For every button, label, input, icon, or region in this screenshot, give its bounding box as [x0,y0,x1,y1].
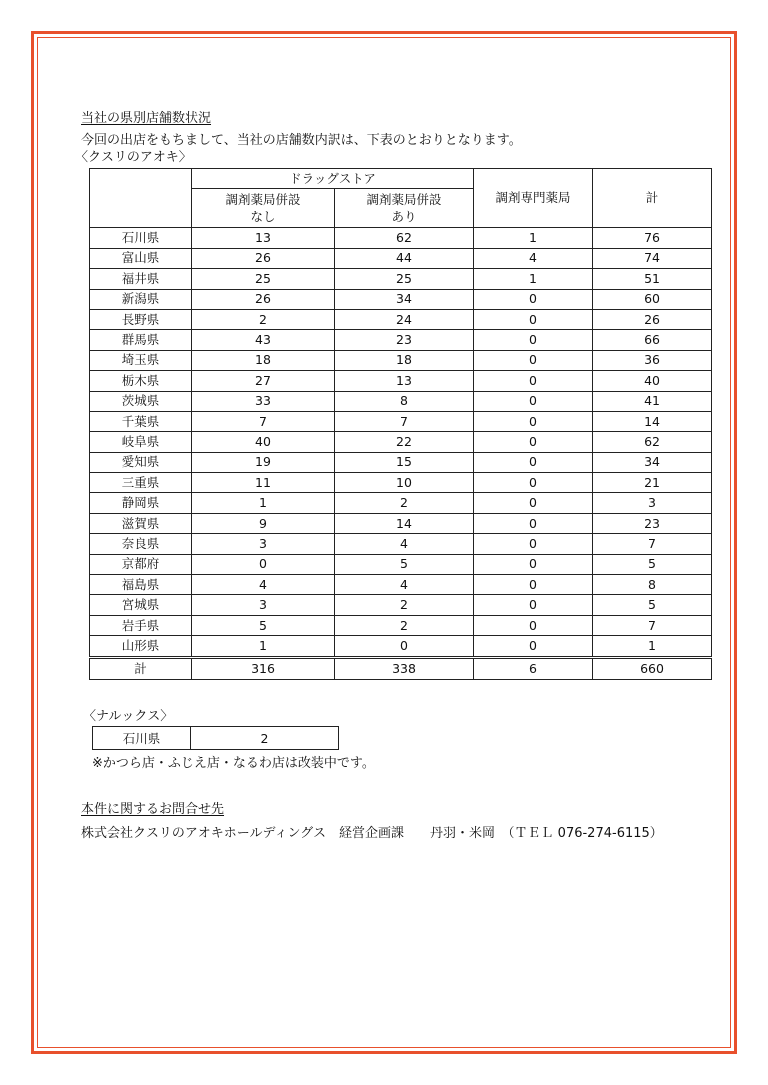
no-pharmacy-cell: 19 [192,452,335,472]
pharmacy-only-cell: 0 [474,534,593,554]
header-blank [90,169,192,228]
table-row [90,330,712,350]
pref-cell: 宮城県 [90,595,192,615]
with-pharmacy-cell: 2 [335,595,474,615]
intro-text: 今回の出店をもちまして、当社の店舗数内訳は、下表のとおりとなります。 [81,133,522,148]
table-row [90,371,712,391]
with-pharmacy-cell: 4 [335,575,474,595]
sum-pharmacy-only-cell: 6 [474,657,593,679]
with-pharmacy-cell: 44 [335,248,474,268]
no-pharmacy-cell: 11 [192,473,335,493]
table-row [90,350,712,370]
no-pharmacy-header-line2: なし [250,209,276,225]
total-cell: 5 [593,554,712,574]
renovation-note: ※かつら店・ふじえ店・なるわ店は改装中です。 [92,756,375,771]
no-pharmacy-cell: 43 [192,330,335,350]
pref-cell: 岐阜県 [90,432,192,452]
sum-total-cell: 660 [593,657,712,679]
pharmacy-only-cell: 1 [474,228,593,248]
no-pharmacy-cell: 3 [192,595,335,615]
total-cell: 7 [593,615,712,635]
pharmacy-only-cell: 0 [474,513,593,533]
with-pharmacy-cell: 24 [335,309,474,329]
pharmacy-only-cell: 0 [474,350,593,370]
pharmacy-only-cell: 0 [474,411,593,431]
total-cell: 66 [593,330,712,350]
with-pharmacy-cell: 18 [335,350,474,370]
pref-cell: 静岡県 [90,493,192,513]
total-cell: 74 [593,248,712,268]
total-cell: 3 [593,493,712,513]
total-cell: 34 [593,452,712,472]
table-row [90,493,712,513]
no-pharmacy-cell: 18 [192,350,335,370]
with-pharmacy-cell: 62 [335,228,474,248]
table-row [90,473,712,493]
no-pharmacy-cell: 3 [192,534,335,554]
pharmacy-only-cell: 0 [474,371,593,391]
total-cell: 62 [593,432,712,452]
table-row [90,228,712,248]
company-label: 〈クスリのアオキ〉 [75,150,192,165]
total-cell: 21 [593,473,712,493]
table-row [90,595,712,615]
narukkusu-pref: 石川県 [93,727,191,750]
table-row [90,452,712,472]
total-cell: 51 [593,269,712,289]
pref-cell: 長野県 [90,309,192,329]
pharmacy-only-cell: 0 [474,289,593,309]
table-row [90,309,712,329]
narukkusu-label: 〈ナルックス〉 [83,709,174,724]
pharmacy-only-cell: 0 [474,615,593,635]
no-pharmacy-cell: 1 [192,493,335,513]
table-row [90,575,712,595]
pref-cell: 新潟県 [90,289,192,309]
pharmacy-only-cell: 0 [474,309,593,329]
with-pharmacy-cell: 14 [335,513,474,533]
pref-cell: 群馬県 [90,330,192,350]
total-cell: 36 [593,350,712,370]
pref-cell: 奈良県 [90,534,192,554]
total-cell: 8 [593,575,712,595]
pharmacy-only-cell: 0 [474,391,593,411]
pharmacy-only-cell: 0 [474,493,593,513]
with-pharmacy-cell: 8 [335,391,474,411]
pref-cell: 千葉県 [90,411,192,431]
section-title: 当社の県別店舗数状況 [81,111,212,126]
with-pharmacy-header-line2: あり [391,209,417,225]
no-pharmacy-cell: 13 [192,228,335,248]
no-pharmacy-cell: 4 [192,575,335,595]
narukkusu-table [92,726,339,750]
pharmacy-only-cell: 0 [474,452,593,472]
with-pharmacy-cell: 10 [335,473,474,493]
pharmacy-only-cell: 0 [474,595,593,615]
with-pharmacy-cell: 15 [335,452,474,472]
total-cell: 41 [593,391,712,411]
pref-cell: 埼玉県 [90,350,192,370]
with-pharmacy-cell: 22 [335,432,474,452]
with-pharmacy-cell: 0 [335,636,474,657]
contact-line: 株式会社クスリのアオキホールディングス 経営企画課 丹羽・米岡 （ＴＥＬ 076-274-6115） [81,826,663,841]
no-pharmacy-cell: 9 [192,513,335,533]
pharmacy-only-cell: 0 [474,575,593,595]
table-row [90,615,712,635]
pref-cell: 愛知県 [90,452,192,472]
with-pharmacy-header-line1: 調剤薬局併設 [366,192,442,208]
no-pharmacy-cell: 0 [192,554,335,574]
table-row [90,391,712,411]
pref-cell: 山形県 [90,636,192,657]
total-cell: 26 [593,309,712,329]
total-cell: 5 [593,595,712,615]
no-pharmacy-cell: 26 [192,248,335,268]
total-cell: 40 [593,371,712,391]
pharmacy-only-cell: 0 [474,330,593,350]
narukkusu-count: 2 [191,727,339,750]
pref-cell: 栃木県 [90,371,192,391]
with-pharmacy-cell: 4 [335,534,474,554]
no-pharmacy-cell: 7 [192,411,335,431]
store-count-table [89,168,712,680]
total-cell: 76 [593,228,712,248]
no-pharmacy-cell: 33 [192,391,335,411]
table-row [90,248,712,268]
no-pharmacy-cell: 40 [192,432,335,452]
with-pharmacy-cell: 2 [335,615,474,635]
table-row [90,513,712,533]
table-row [90,269,712,289]
pref-cell: 福井県 [90,269,192,289]
no-pharmacy-header-line1: 調剤薬局併設 [225,192,301,208]
pharmacy-only-header: 調剤専門薬局 [474,169,593,228]
pharmacy-only-cell: 1 [474,269,593,289]
sum-row [90,657,712,679]
with-pharmacy-cell: 34 [335,289,474,309]
total-cell: 1 [593,636,712,657]
pharmacy-only-cell: 0 [474,473,593,493]
total-cell: 14 [593,411,712,431]
pref-cell: 三重県 [90,473,192,493]
pref-cell: 福島県 [90,575,192,595]
pref-cell: 石川県 [90,228,192,248]
pharmacy-only-cell: 0 [474,636,593,657]
pref-cell: 茨城県 [90,391,192,411]
total-cell: 23 [593,513,712,533]
sum-pref-cell: 計 [90,657,192,679]
no-pharmacy-cell: 26 [192,289,335,309]
total-header: 計 [593,169,712,228]
no-pharmacy-cell: 25 [192,269,335,289]
table-row [90,432,712,452]
sum-with-pharmacy-cell: 338 [335,657,474,679]
pref-cell: 滋賀県 [90,513,192,533]
with-pharmacy-cell: 7 [335,411,474,431]
no-pharmacy-cell: 5 [192,615,335,635]
pharmacy-only-cell: 4 [474,248,593,268]
with-pharmacy-header [335,189,474,228]
table-row [90,411,712,431]
total-cell: 60 [593,289,712,309]
drugstore-group-header: ドラッグストア [192,169,474,189]
with-pharmacy-cell: 23 [335,330,474,350]
with-pharmacy-cell: 25 [335,269,474,289]
pref-cell: 京都府 [90,554,192,574]
no-pharmacy-cell: 2 [192,309,335,329]
with-pharmacy-cell: 13 [335,371,474,391]
table-row [90,289,712,309]
contact-title: 本件に関するお問合せ先 [81,802,225,817]
pharmacy-only-cell: 0 [474,432,593,452]
pharmacy-only-cell: 0 [474,554,593,574]
with-pharmacy-cell: 2 [335,493,474,513]
total-cell: 7 [593,534,712,554]
sum-no-pharmacy-cell: 316 [192,657,335,679]
no-pharmacy-cell: 27 [192,371,335,391]
table-row [90,534,712,554]
pref-cell: 富山県 [90,248,192,268]
table-row [90,554,712,574]
table-row [90,636,712,657]
no-pharmacy-cell: 1 [192,636,335,657]
with-pharmacy-cell: 5 [335,554,474,574]
pref-cell: 岩手県 [90,615,192,635]
no-pharmacy-header [192,189,335,228]
